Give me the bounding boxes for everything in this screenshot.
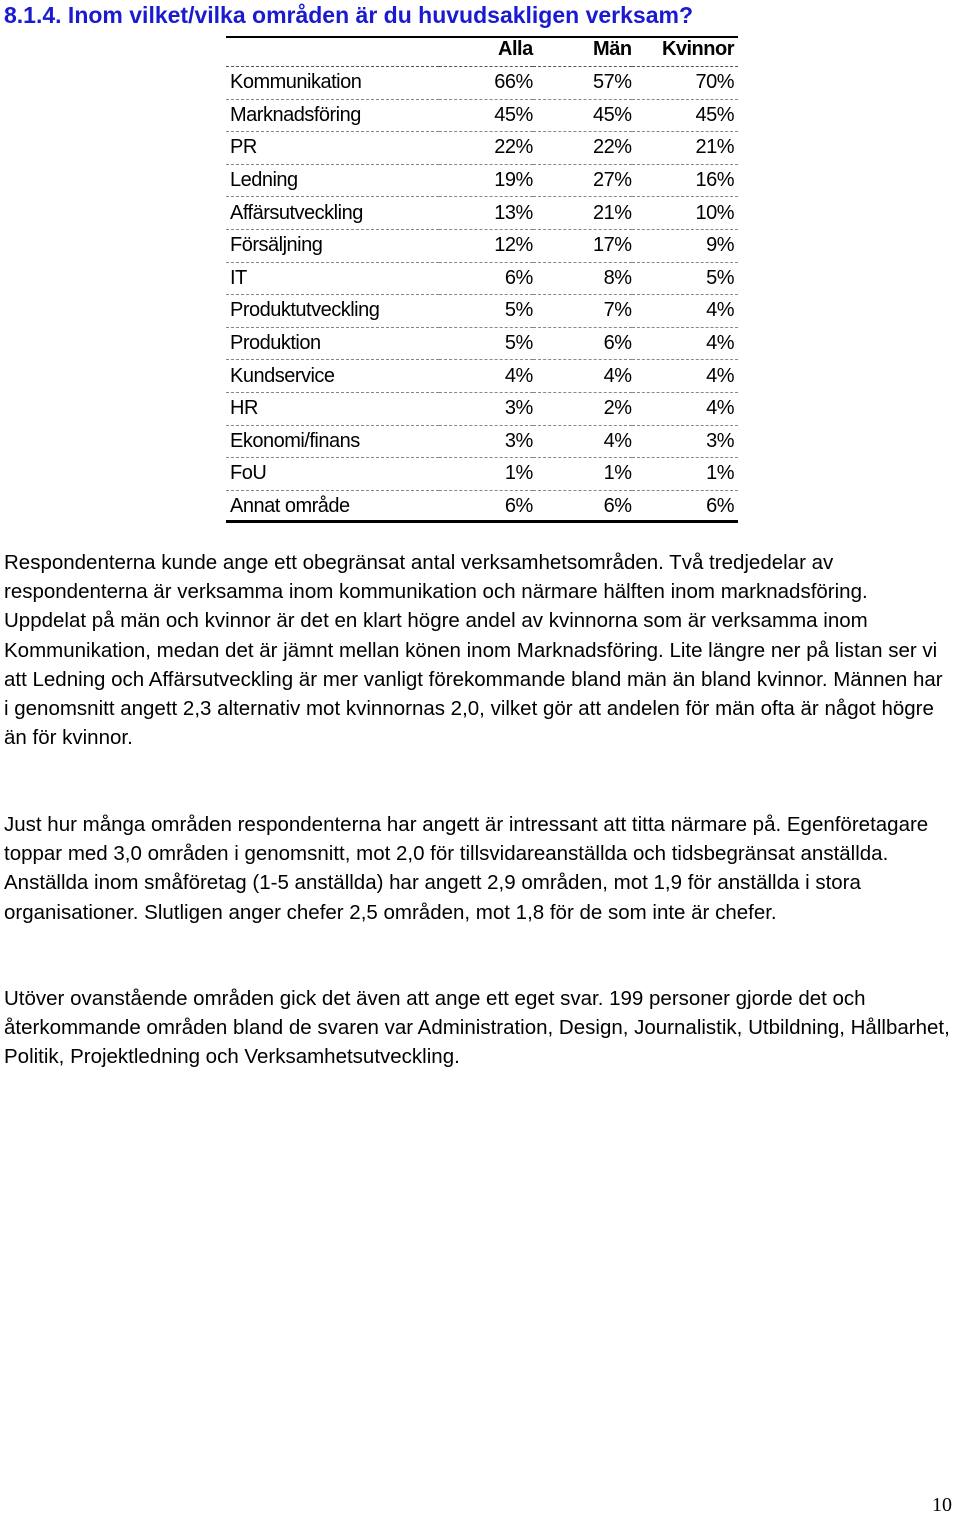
cell-alla: 13% bbox=[439, 197, 533, 230]
cell-man: 4% bbox=[533, 360, 632, 393]
row-label: HR bbox=[226, 392, 439, 425]
table-row bbox=[226, 197, 738, 230]
cell-man: 22% bbox=[533, 132, 632, 165]
table-header-row bbox=[226, 38, 738, 67]
table-row bbox=[226, 67, 738, 100]
cell-alla: 3% bbox=[439, 392, 533, 425]
cell-man: 8% bbox=[533, 262, 632, 295]
table-row bbox=[226, 425, 738, 458]
cell-kvinnor: 4% bbox=[632, 392, 738, 425]
row-label: IT bbox=[226, 262, 439, 295]
cell-kvinnor: 1% bbox=[632, 458, 738, 491]
body-paragraph: Respondenterna kunde ange ett obegränsat antal verksamhetsområden. Två tredjedelar av respondenterna är verksamma inom kommunikation och närmare hälften inom marknadsföring. Uppdelat på män och kvinnor är det en klart högre andel av kvinnorna som är verksamma inom Kommunikation, medan det är jämnt mellan könen inom Marknadsföring. Lite längre ner på listan ser vi att Ledning och Affärsutveckling är mer vanligt förekommande bland män än bland kvinnor. Männen har i genomsnitt angett 2,3 alternativ mot kvinnornas 2,0, vilket gör att andelen för män ofta är något högre än för kvinnor. bbox=[4, 551, 943, 750]
cell-alla: 12% bbox=[439, 229, 533, 262]
cell-man: 21% bbox=[533, 197, 632, 230]
row-label: Ledning bbox=[226, 164, 439, 197]
table-row bbox=[226, 132, 738, 165]
row-label: Annat område bbox=[230, 495, 350, 518]
cell-alla: 4% bbox=[439, 360, 533, 393]
table-row bbox=[226, 99, 738, 132]
cell-kvinnor: 4% bbox=[632, 327, 738, 360]
cell-kvinnor: 45% bbox=[632, 99, 738, 132]
header-kvinnor: Kvinnor bbox=[632, 38, 738, 67]
cell-kvinnor: 4% bbox=[632, 295, 738, 328]
row-label: Produktion bbox=[226, 327, 439, 360]
row-label: Marknadsföring bbox=[226, 99, 439, 132]
cell-alla: 5% bbox=[439, 295, 533, 328]
cell-man: 27% bbox=[533, 164, 632, 197]
cell-alla: 6% bbox=[439, 262, 533, 295]
header-label bbox=[226, 38, 439, 67]
cell-kvinnor: 6% bbox=[706, 495, 734, 518]
cell-man: 45% bbox=[533, 99, 632, 132]
cell-kvinnor: 10% bbox=[632, 197, 738, 230]
table-row bbox=[226, 262, 738, 295]
cell-man: 2% bbox=[533, 392, 632, 425]
body-paragraph: Just hur många områden respondenterna har angett är intressant att titta närmare på. Egenföretagare toppar med 3,0 områden i genomsnitt, mot 2,0 för tillsvidareanställda och tidsbegränsat anställda. Anställda inom småföretag (1-5 anställda) har angett 2,9 områden, mot 1,9 för anställda i stora organisationer. Slutligen anger chefer 2,5 områden, mot 1,8 för de som inte är chefer. bbox=[4, 813, 929, 924]
row-label: Kommunikation bbox=[226, 67, 439, 100]
cell-alla: 3% bbox=[439, 425, 533, 458]
cell-alla: 45% bbox=[439, 99, 533, 132]
table-row bbox=[226, 327, 738, 360]
cell-alla: 19% bbox=[439, 164, 533, 197]
cell-kvinnor: 21% bbox=[632, 132, 738, 165]
cell-man: 4% bbox=[533, 425, 632, 458]
cell-alla: 5% bbox=[439, 327, 533, 360]
page-number: 10 bbox=[932, 1494, 952, 1516]
table-row bbox=[226, 490, 738, 522]
cell-man: 7% bbox=[533, 295, 632, 328]
row-label: PR bbox=[226, 132, 439, 165]
header-man: Män bbox=[533, 38, 632, 67]
cell-man: 57% bbox=[533, 67, 632, 100]
body-paragraph: Utöver ovanstående områden gick det även att ange ett eget svar. 199 personer gjorde det och återkommande områden bland de svaren var Administration, Design, Journalistik, Utbildning, Hållbarhet, Politik, Projektledning och Verksamhetsutveckling. bbox=[4, 987, 950, 1069]
table-row bbox=[226, 295, 738, 328]
table-row bbox=[226, 164, 738, 197]
cell-man: 6% bbox=[533, 327, 632, 360]
cell-kvinnor: 5% bbox=[632, 262, 738, 295]
cell-kvinnor: 9% bbox=[632, 229, 738, 262]
row-label: Ekonomi/finans bbox=[226, 425, 439, 458]
cell-alla: 1% bbox=[439, 458, 533, 491]
table-row bbox=[226, 392, 738, 425]
cell-kvinnor: 3% bbox=[632, 425, 738, 458]
cell-man: 6% bbox=[603, 495, 632, 518]
table-row bbox=[226, 229, 738, 262]
results-table bbox=[226, 36, 738, 523]
cell-alla: 22% bbox=[439, 132, 533, 165]
header-alla: Alla bbox=[439, 38, 533, 67]
row-label: Kundservice bbox=[226, 360, 439, 393]
cell-alla: 6% bbox=[504, 495, 533, 518]
cell-alla: 66% bbox=[439, 67, 533, 100]
cell-kvinnor: 4% bbox=[632, 360, 738, 393]
cell-kvinnor: 16% bbox=[632, 164, 738, 197]
section-heading: 8.1.4. Inom vilket/vilka områden är du huvudsakligen verksam? bbox=[4, 2, 693, 28]
row-label: Produktutveckling bbox=[226, 295, 439, 328]
row-label: Affärsutveckling bbox=[226, 197, 439, 230]
table-row bbox=[226, 360, 738, 393]
row-label: FoU bbox=[226, 458, 439, 491]
cell-man: 17% bbox=[533, 229, 632, 262]
cell-man: 1% bbox=[533, 458, 632, 491]
cell-kvinnor: 70% bbox=[632, 67, 738, 100]
row-label: Försäljning bbox=[226, 229, 439, 262]
table-row bbox=[226, 458, 738, 491]
